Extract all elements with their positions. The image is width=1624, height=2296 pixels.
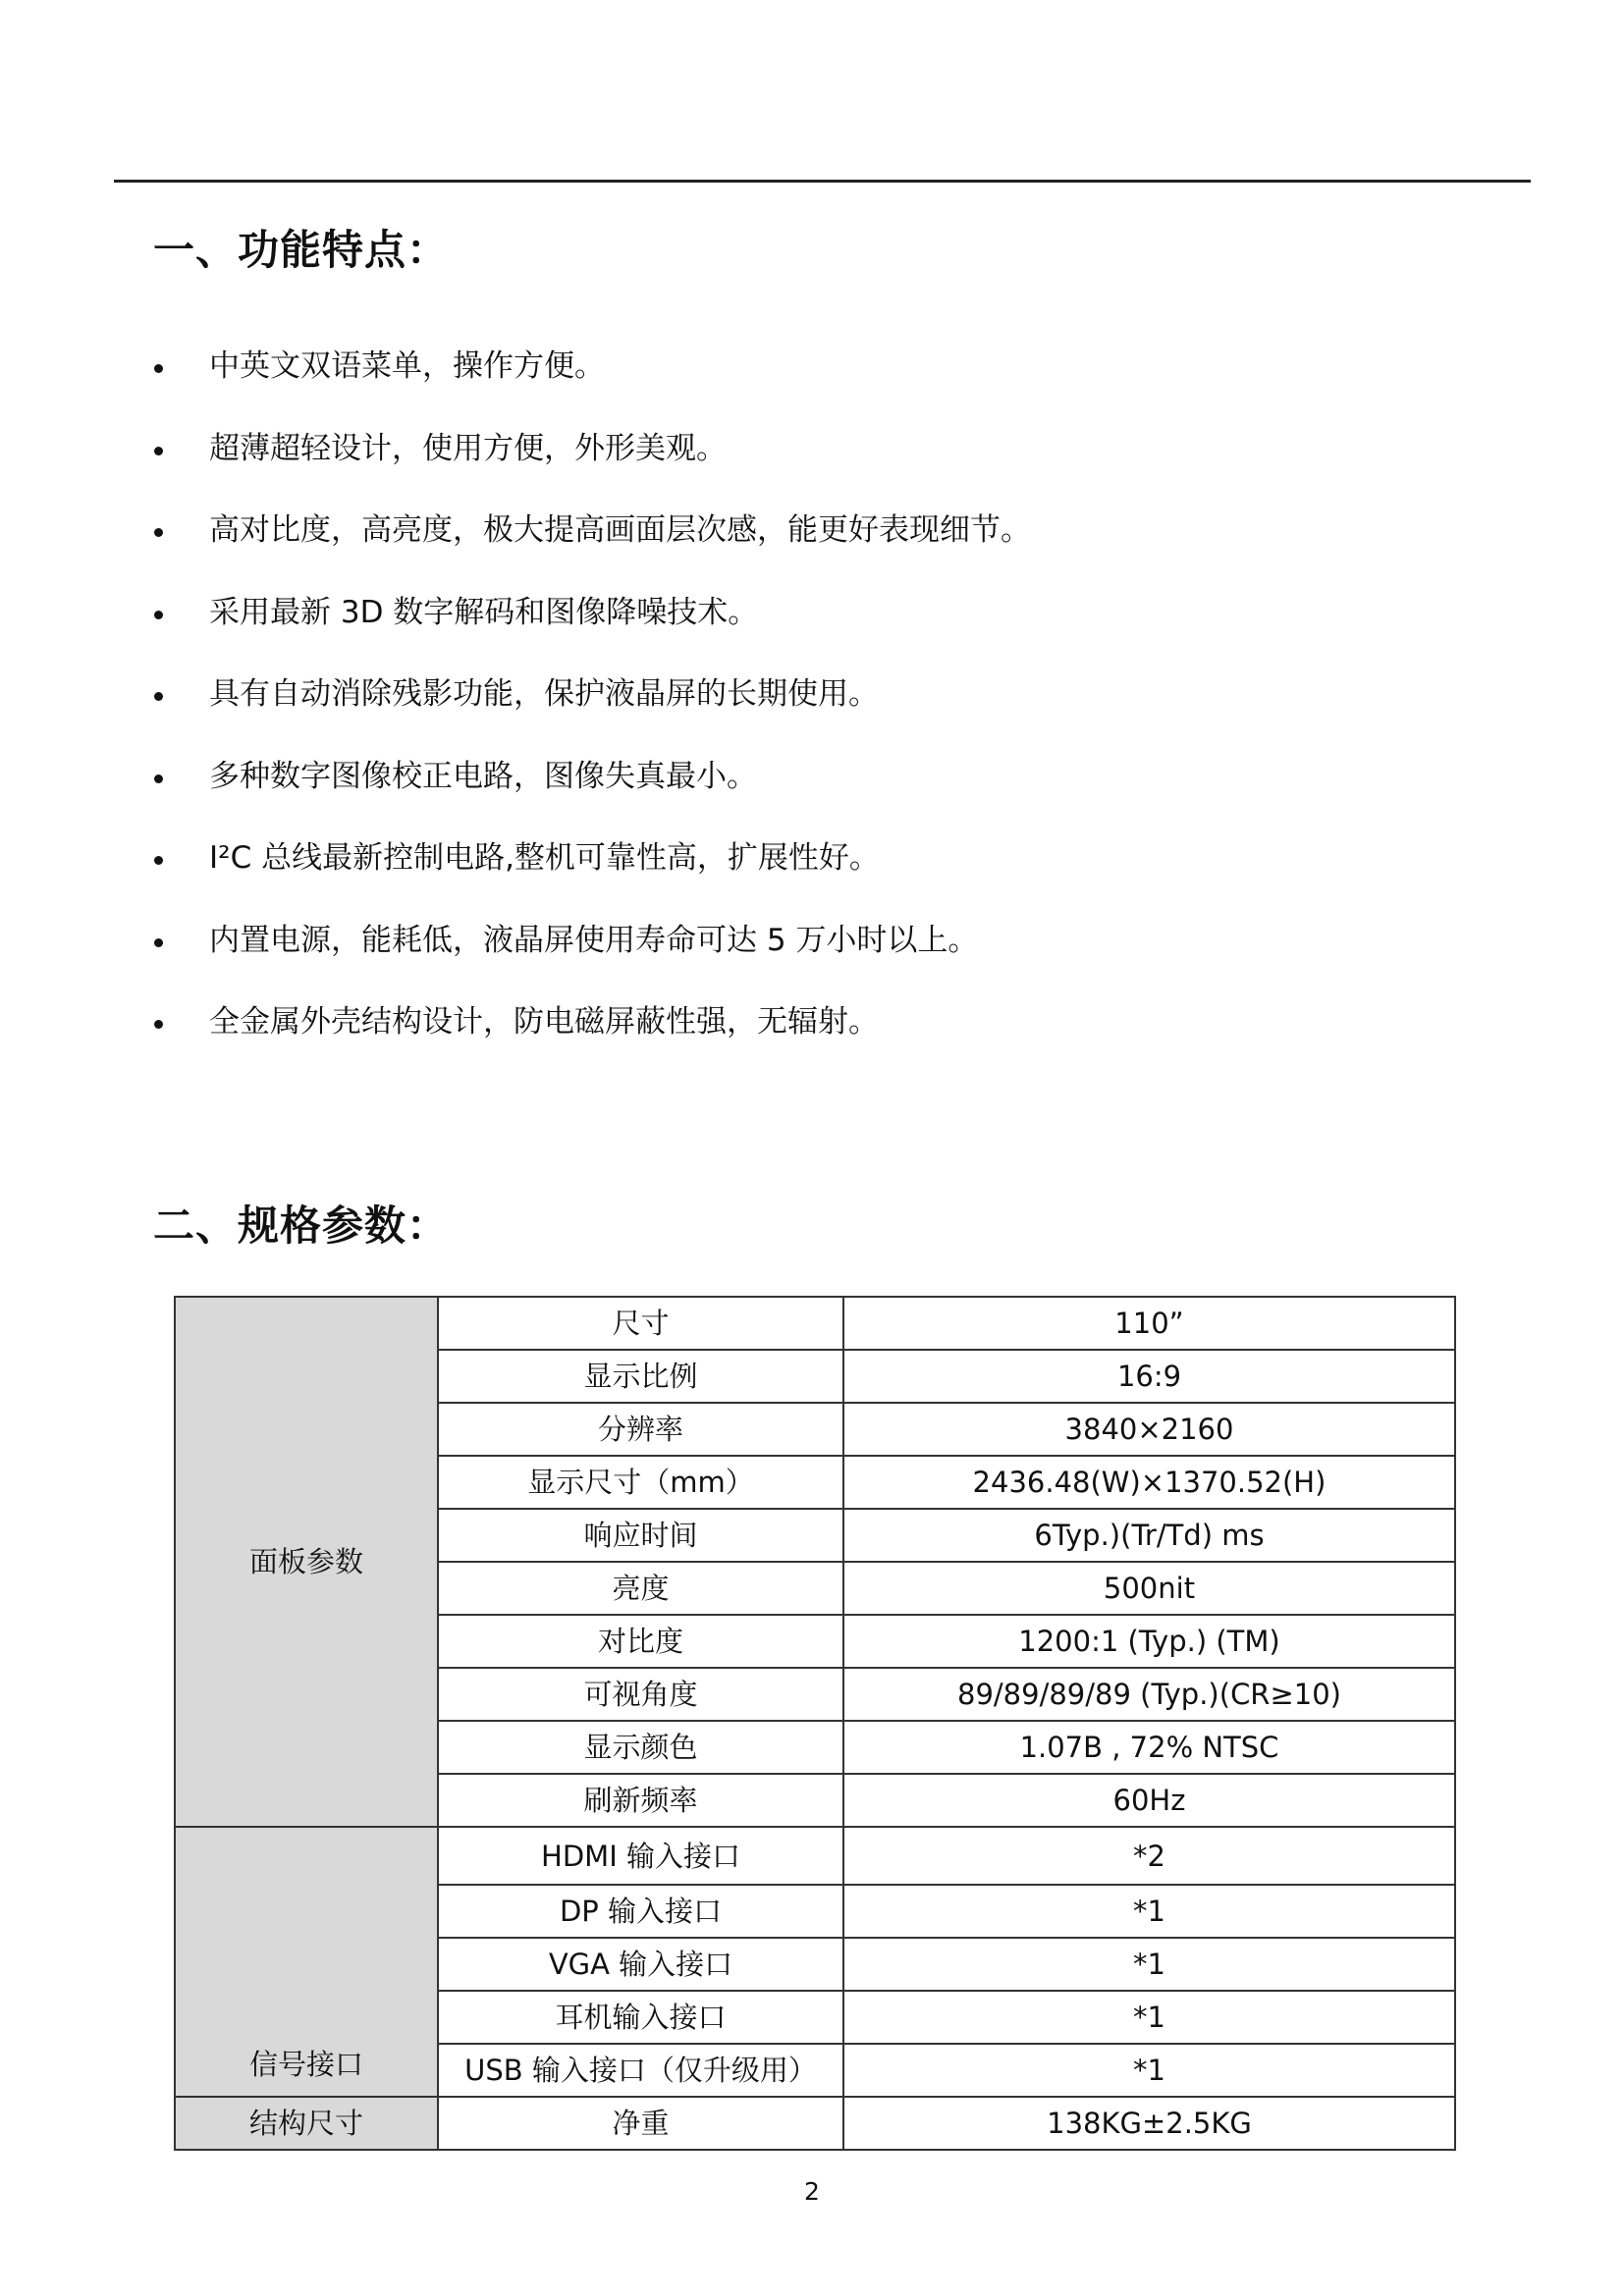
value-cell: 6Typ.)(Tr/Td) ms bbox=[843, 1509, 1455, 1562]
category-cell-signal: 信号接口 bbox=[175, 1827, 438, 2097]
feature-item: 采用最新 3D 数字解码和图像降噪技术。 bbox=[152, 588, 1031, 670]
feature-item: I²C 总线最新控制电路,整机可靠性高，扩展性好。 bbox=[152, 833, 1031, 916]
param-cell: 刷新频率 bbox=[438, 1774, 843, 1827]
param-cell: 对比度 bbox=[438, 1615, 843, 1668]
category-cell-panel: 面板参数 bbox=[175, 1297, 438, 1827]
value-cell: 2436.48(W)×1370.52(H) bbox=[843, 1456, 1455, 1509]
param-cell: 分辨率 bbox=[438, 1403, 843, 1456]
param-cell: 尺寸 bbox=[438, 1297, 843, 1350]
param-cell: 可视角度 bbox=[438, 1668, 843, 1721]
feature-item: 多种数字图像校正电路，图像失真最小。 bbox=[152, 752, 1031, 834]
value-cell: 1.07B , 72% NTSC bbox=[843, 1721, 1455, 1774]
section-title-features: 一、功能特点： bbox=[153, 226, 450, 274]
feature-item: 中英文双语菜单，操作方便。 bbox=[152, 342, 1031, 424]
param-cell: HDMI 输入接口 bbox=[438, 1827, 843, 1885]
feature-item: 超薄超轻设计，使用方便，外形美观。 bbox=[152, 424, 1031, 507]
param-cell: 显示尺寸（mm） bbox=[438, 1456, 843, 1509]
table-row bbox=[175, 1827, 1455, 1885]
param-cell: 亮度 bbox=[438, 1562, 843, 1615]
table-row bbox=[175, 2097, 1455, 2150]
feature-item: 内置电源，能耗低，液晶屏使用寿命可达 5 万小时以上。 bbox=[152, 916, 1031, 998]
value-cell: 1200:1 (Typ.) (TM) bbox=[843, 1615, 1455, 1668]
feature-item: 具有自动消除残影功能，保护液晶屏的长期使用。 bbox=[152, 669, 1031, 752]
value-cell: 138KG±2.5KG bbox=[843, 2097, 1455, 2150]
param-cell: 显示颜色 bbox=[438, 1721, 843, 1774]
spec-table bbox=[174, 1296, 1456, 2151]
page-number: 2 bbox=[804, 2177, 820, 2206]
value-cell: *2 bbox=[843, 1827, 1455, 1885]
value-cell: 16:9 bbox=[843, 1350, 1455, 1403]
param-cell: 耳机输入接口 bbox=[438, 1991, 843, 2044]
param-cell: USB 输入接口（仅升级用） bbox=[438, 2044, 843, 2097]
value-cell: 3840×2160 bbox=[843, 1403, 1455, 1456]
param-cell: 净重 bbox=[438, 2097, 843, 2150]
param-cell: VGA 输入接口 bbox=[438, 1938, 843, 1991]
category-cell-structure: 结构尺寸 bbox=[175, 2097, 438, 2150]
header-rule bbox=[114, 180, 1531, 183]
value-cell: 500nit bbox=[843, 1562, 1455, 1615]
value-cell: *1 bbox=[843, 1991, 1455, 2044]
value-cell: 110” bbox=[843, 1297, 1455, 1350]
feature-item: 高对比度，高亮度，极大提高画面层次感，能更好表现细节。 bbox=[152, 506, 1031, 588]
value-cell: *1 bbox=[843, 2044, 1455, 2097]
param-cell: 显示比例 bbox=[438, 1350, 843, 1403]
value-cell: 60Hz bbox=[843, 1774, 1455, 1827]
param-cell: 响应时间 bbox=[438, 1509, 843, 1562]
param-cell: DP 输入接口 bbox=[438, 1885, 843, 1938]
value-cell: *1 bbox=[843, 1938, 1455, 1991]
section-title-specs: 二、规格参数： bbox=[153, 1201, 450, 1250]
feature-list bbox=[152, 342, 1031, 1080]
table-row bbox=[175, 1297, 1455, 1350]
value-cell: 89/89/89/89 (Typ.)(CR≥10) bbox=[843, 1668, 1455, 1721]
feature-item: 全金属外壳结构设计，防电磁屏蔽性强，无辐射。 bbox=[152, 997, 1031, 1080]
value-cell: *1 bbox=[843, 1885, 1455, 1938]
